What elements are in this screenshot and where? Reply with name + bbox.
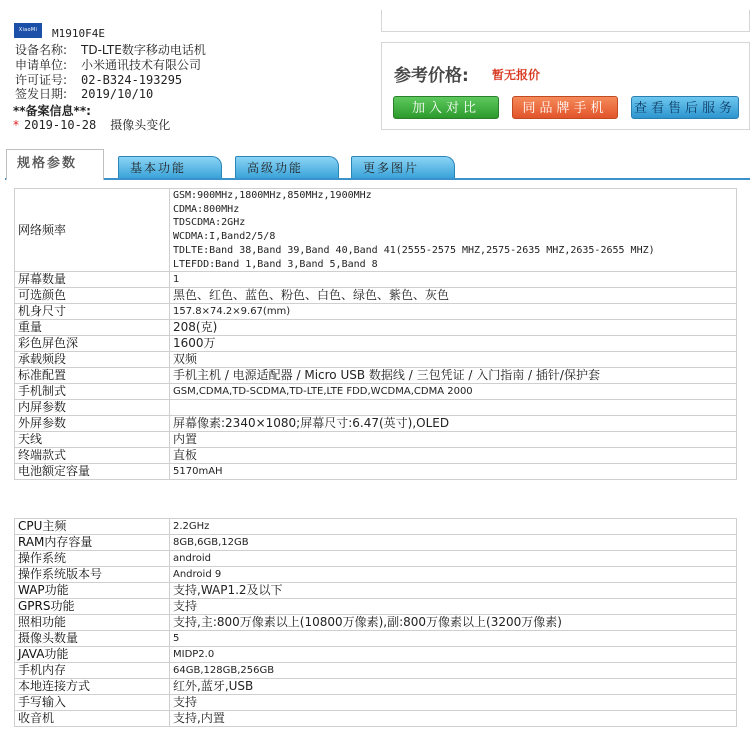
record-entry [13,116,170,133]
table-row [15,551,737,567]
spec-value: 黑色、红色、蓝色、粉色、白色、绿色、紫色、灰色 [170,288,737,304]
tab-specs[interactable]: 规格参数 [6,149,104,180]
function-value: 64GB,128GB,256GB [170,663,737,679]
network-band-line: TDLTE:Band 38,Band 39,Band 40,Band 41(2555-2575 MHZ,2575-2635 MHZ,2635-2655 MHZ) [173,244,655,256]
table-row [15,679,737,695]
table-row [15,336,737,352]
table-row [15,663,737,679]
network-band-line: LTEFDD:Band 1,Band 3,Band 5,Band 8 [173,258,378,270]
spec-key: 彩色屏色深 [15,336,170,352]
spec-value: 157.8×74.2×9.67(mm) [170,304,737,320]
table-row [15,631,737,647]
function-key: 照相功能 [15,615,170,631]
spec-key: 屏幕数量 [15,272,170,288]
model-number: M1910F4E [52,27,105,40]
spec-value: 1 [170,272,737,288]
function-key: 操作系统 [15,551,170,567]
spec-key: 内屏参数 [15,400,170,416]
record-text: 摄像头变化 [110,118,171,132]
function-table [14,518,737,727]
star-icon: * [13,118,19,132]
function-value: 5 [170,631,737,647]
info-license: 许可证号: 02-B324-193295 [15,73,183,87]
network-band-line: TDSCDMA:2GHz [173,217,246,229]
info-device-name: 设备名称: TD-LTE数字移动电话机 [15,43,206,57]
function-key: WAP功能 [15,583,170,599]
table-row [15,288,737,304]
spec-value [170,400,737,416]
spec-key: 天线 [15,432,170,448]
function-value: 支持 [170,599,737,615]
price-panel [381,42,750,130]
tab-advanced-functions[interactable]: 高级功能 [235,156,339,178]
spec-key: 电池额定容量 [15,464,170,480]
table-row [15,464,737,480]
table-row [15,647,737,663]
record-date: 2019-10-28 [24,118,97,132]
function-key: 本地连接方式 [15,679,170,695]
function-key: 操作系统版本号 [15,567,170,583]
spec-value: GSM,CDMA,TD-SCDMA,TD-LTE,LTE FDD,WCDMA,CDMA 2000 [170,384,737,400]
tab-more-images[interactable]: 更多图片 [351,156,455,178]
function-key: 收音机 [15,711,170,727]
spec-key: 承载频段 [15,352,170,368]
table-row [15,615,737,631]
table-row [15,583,737,599]
table-row [15,352,737,368]
spec-value: 双频 [170,352,737,368]
function-value: 8GB,6GB,12GB [170,535,737,551]
tab-basic-functions[interactable]: 基本功能 [118,156,222,178]
spec-key: 标准配置 [15,368,170,384]
function-value: 支持,WAP1.2及以下 [170,583,737,599]
function-key: 手机内存 [15,663,170,679]
function-key: RAM内存容量 [15,535,170,551]
function-key: 手写输入 [15,695,170,711]
same-brand-button[interactable]: 同品牌手机 [512,96,618,119]
function-value: 红外,蓝牙,USB [170,679,737,695]
table-row [15,320,737,336]
spec-value: 手机主机 / 电源适配器 / Micro USB 数据线 / 三包凭证 / 入门指南 / 插针/保护套 [170,368,737,384]
info-issue-date: 签发日期: 2019/10/10 [15,87,154,101]
spec-key: 可选颜色 [15,288,170,304]
spec-value: 内置 [170,432,737,448]
brand-logo: XiaoMi [14,23,42,38]
price-label: 参考价格: [394,66,469,86]
spec-value: 直板 [170,448,737,464]
function-key: JAVA功能 [15,647,170,663]
info-applicant: 申请单位: 小米通讯技术有限公司 [15,58,202,72]
function-value: 支持,内置 [170,711,737,727]
spec-key: 网络频率 [15,189,170,272]
device-info-panel [10,10,372,130]
spec-value: 1600万 [170,336,737,352]
table-row [15,189,737,272]
table-row [15,400,737,416]
spec-value: 屏幕像素:2340×1080;屏幕尺寸:6.47(英寸),OLED [170,416,737,432]
function-value: 支持,主:800万像素以上(10800万像素),副:800万像素以上(3200万像素) [170,615,737,631]
network-band-line: GSM:900MHz,1800MHz,850MHz,1900MHz [173,190,372,201]
section-gap [0,499,750,515]
function-value: android [170,551,737,567]
table-row [15,304,737,320]
network-band-line: WCDMA:I,Band2/5/8 [173,231,276,243]
spec-key: 外屏参数 [15,416,170,432]
add-compare-button[interactable]: 加入对比 [393,96,499,119]
function-value: MIDP2.0 [170,647,737,663]
network-band-line: CDMA:800MHz [173,203,240,215]
spec-value: 208(克) [170,320,737,336]
spec-key: 机身尺寸 [15,304,170,320]
table-row [15,535,737,551]
function-key: CPU主频 [15,519,170,535]
table-row [15,368,737,384]
table-row [15,272,737,288]
function-key: GPRS功能 [15,599,170,615]
spec-value: 5170mAH [170,464,737,480]
spec-key: 手机制式 [15,384,170,400]
table-row [15,448,737,464]
table-row [15,384,737,400]
spec-key: 终端款式 [15,448,170,464]
spec-table [14,188,737,480]
spec-value [170,189,737,272]
table-row [15,599,737,615]
price-top-frame [381,10,750,32]
table-row [15,695,737,711]
table-row [15,519,737,535]
price-value: 暂无报价 [492,68,541,82]
table-row [15,416,737,432]
table-row [15,711,737,727]
function-value: 2.2GHz [170,519,737,535]
function-value: Android 9 [170,567,737,583]
after-sales-button[interactable]: 查看售后服务 [631,96,739,119]
function-value: 支持 [170,695,737,711]
record-title: **备案信息**: [13,104,91,118]
spec-key: 重量 [15,320,170,336]
function-key: 摄像头数量 [15,631,170,647]
table-row [15,432,737,448]
table-row [15,567,737,583]
